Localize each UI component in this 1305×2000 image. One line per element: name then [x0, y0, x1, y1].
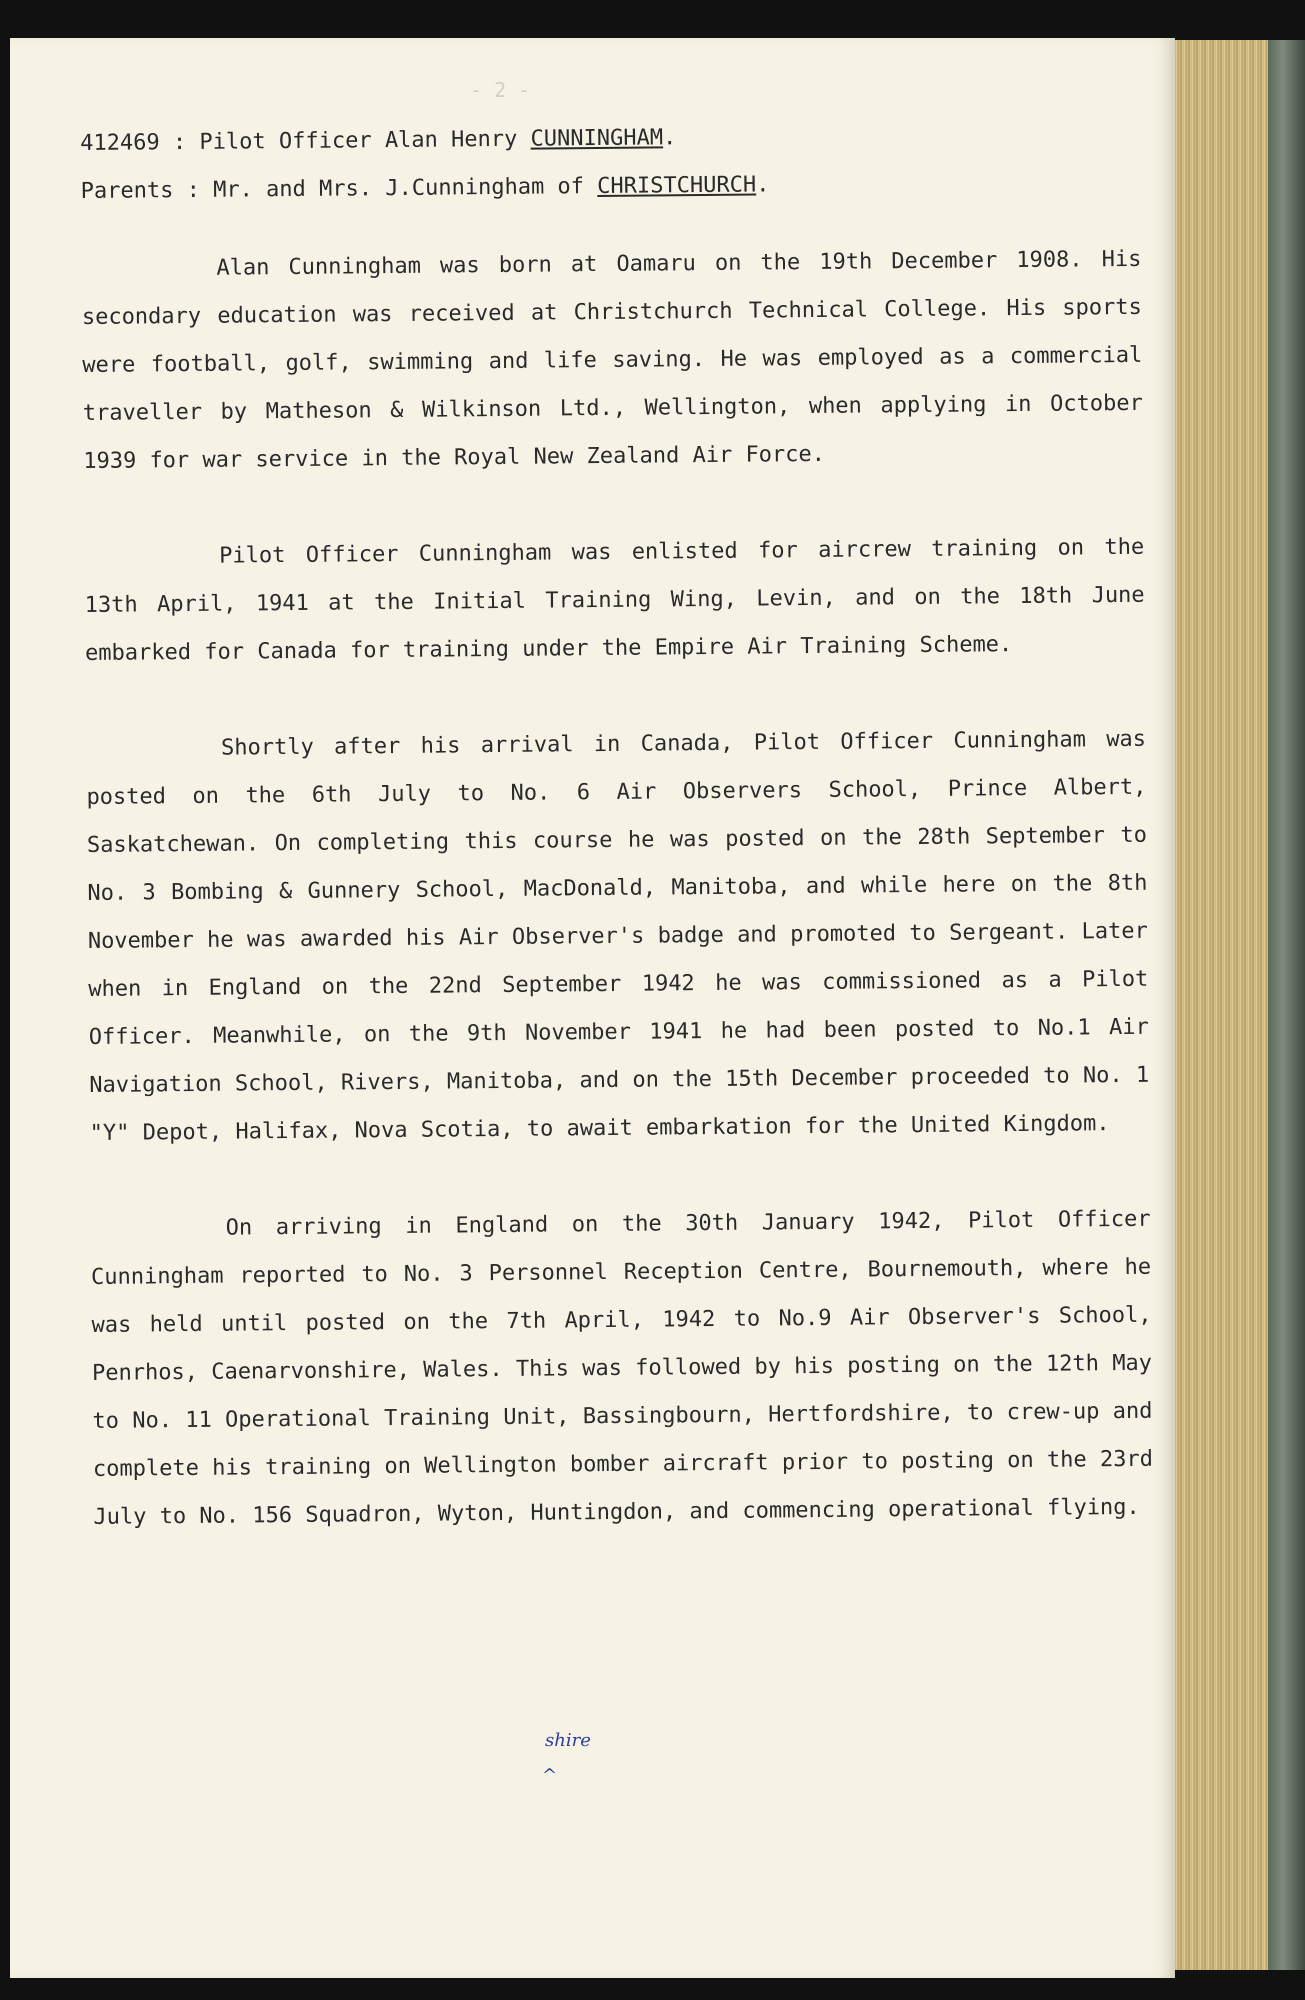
paragraph-canada-training: Shortly after his arrival in Canada, Pilot Officer Cunningham was posted on the 6th July to No. 6 Air Observers School, Prince Albert, Saskatchewan. On completing this course he was posted on the 28th September to No. 3 Bombing & Gunnery School, MacDonald, Manitoba, and while here on the 8th November he was awarded his Air Observer's badge and promoted to Sergeant. Later when in England on the 22nd September 1942 he was commissioned as a Pilot Officer. Meanwhile, on the 9th November 1941 he had been posted to No.1 Air Navigation School, Rivers, Manitoba, and on the 15th December proceeded to No. 1 "Y" Depot, Halifax, Nova Scotia, to await embarkation for the United Kingdom. — [86, 726, 1150, 1146]
paragraph-early-life: Alan Cunningham was born at Oamaru on the 19th December 1908. His secondary education was received at Christchurch Technical College. His sports were football, golf, swimming and life saving. He was employed as a commercial traveller by Matheson & Wilkinson Ltd., Wellington, when applying in October 1939 for war service in the Royal New Zealand Air Force. — [81, 246, 1143, 474]
rank-name: Pilot Officer Alan Henry — [199, 126, 531, 155]
handwritten-caret-annotation: ^ — [542, 1765, 558, 1786]
paragraph-enlistment: Pilot Officer Cunningham was enlisted for aircrew training on the 13th April, 1941 at the Initial Training Wing, Levin, and on the 18th June embarked for Canada for training under the Empire Air Training Scheme. — [84, 534, 1145, 666]
book-binding — [1268, 40, 1305, 1970]
service-number: 412469 — [80, 130, 160, 156]
parents-label: Parents : — [80, 177, 214, 204]
parents-line: Parents : Mr. and Mrs. J.Cunningham of CHRISTCHURCH. — [80, 172, 770, 204]
handwritten-shire-annotation: shire — [545, 1730, 591, 1751]
paragraph-england: On arriving in England on the 30th January 1942, Pilot Officer Cunningham reported to No. 3 Personnel Reception Centre, Bournemouth, where he was held until posted on the 7th April, 1942 to No.9 Air Observer's School, Penrhos, Caenarvonshire, Wales. This was followed by his posting on the 12th May to No. 11 Operational Training Unit, Bassingbourn, Hertfordshire, to crew-up and complete his training on Wellington bomber aircraft prior to posting on the 23rd July to No. 156 Squadron, Wyton, Huntingdon, and commencing operational flying. — [90, 1206, 1154, 1530]
surname: CUNNINGHAM — [530, 125, 664, 152]
parents-text: Mr. and Mrs. J.Cunningham of — [213, 174, 598, 203]
parents-place: CHRISTCHURCH — [597, 172, 757, 200]
document-body — [80, 110, 1154, 1542]
record-title: 412469 : Pilot Officer Alan Henry CUNNINGHAM. — [80, 125, 677, 156]
page-number: - 2 - — [470, 78, 531, 102]
